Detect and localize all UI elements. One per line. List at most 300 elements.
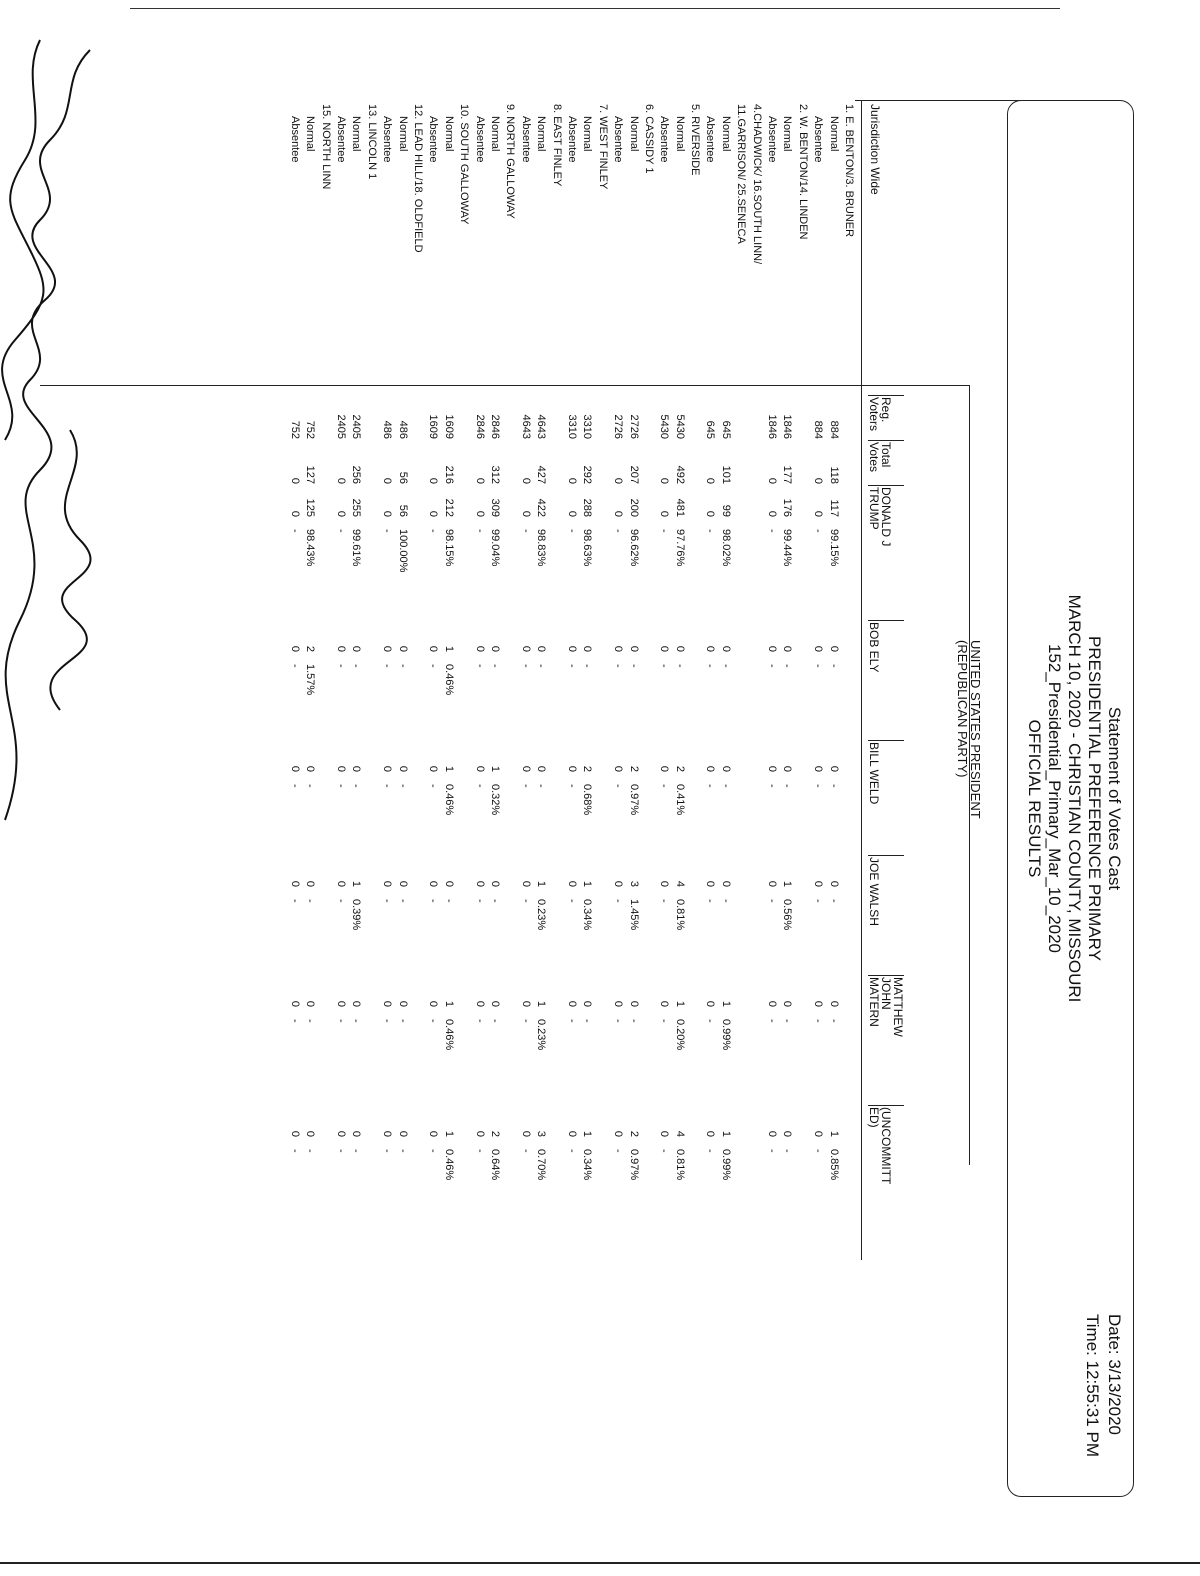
candidate-percent-cell: - <box>535 664 548 668</box>
candidate-percent-cell: - <box>335 664 348 668</box>
candidate-votes-cell: 0 <box>519 510 532 517</box>
report-header-box <box>1007 100 1134 1497</box>
total-votes-cell: 427 <box>535 465 548 484</box>
candidate-votes-cell: 0 <box>535 765 548 772</box>
candidate-votes-cell: 2 <box>673 765 686 772</box>
candidate-percent-cell: - <box>335 899 348 903</box>
candidate-votes-cell: 0 <box>335 880 348 887</box>
candidate-percent-cell: - <box>658 899 671 903</box>
candidate-percent-cell: - <box>658 529 671 533</box>
candidate-votes-cell: 0 <box>766 645 779 652</box>
candidate-votes-cell: 0 <box>781 765 794 772</box>
column-header-separator <box>868 440 904 441</box>
vote-type-label: Absentee <box>565 116 578 163</box>
candidate-votes-cell: 0 <box>304 1000 317 1007</box>
signature-stroke <box>2 40 43 440</box>
report-title-line: PRESIDENTIAL PREFERENCE PRIMARY <box>1085 636 1104 961</box>
candidate-votes-cell: 0 <box>704 645 717 652</box>
candidate-votes-cell: 255 <box>350 498 363 517</box>
candidate-votes-cell: 0 <box>658 510 671 517</box>
total-votes-cell: 118 <box>827 466 840 484</box>
candidate-votes-cell: 0 <box>335 765 348 772</box>
candidate-percent-cell: 99.15% <box>827 529 840 567</box>
candidate-percent-cell: - <box>473 1149 486 1153</box>
vote-type-label: Absentee <box>812 116 825 163</box>
reg-voters-cell: 1609 <box>442 414 455 439</box>
candidate-percent-cell: - <box>812 1019 825 1023</box>
header-divider <box>861 100 862 1260</box>
candidate-votes-cell: 0 <box>535 645 548 652</box>
table-row <box>779 0 794 1576</box>
candidate-votes-cell: 288 <box>581 498 594 517</box>
candidate-votes-cell: 0 <box>427 510 440 517</box>
candidate-votes-cell: 0 <box>288 1000 301 1007</box>
candidate-percent-cell: - <box>612 529 625 533</box>
candidate-percent-cell: 0.20% <box>673 1019 686 1051</box>
table-row <box>764 0 779 1576</box>
candidate-votes-cell: 0 <box>427 880 440 887</box>
reg-voters-cell: 486 <box>381 420 394 439</box>
candidate-percent-cell: - <box>565 1149 578 1153</box>
vote-type-label: Absentee <box>427 116 440 163</box>
candidate-percent-cell: - <box>442 899 455 903</box>
candidate-votes-cell: 0 <box>612 510 625 517</box>
precinct-row <box>748 0 763 1576</box>
candidate-votes-cell: 0 <box>812 510 825 517</box>
candidate-percent-cell: - <box>350 784 363 788</box>
candidate-percent-cell: - <box>658 664 671 668</box>
candidate-percent-cell: - <box>812 899 825 903</box>
candidate-percent-cell: - <box>427 1149 440 1153</box>
precinct-row <box>456 0 471 1576</box>
candidate-votes-cell: 0 <box>612 765 625 772</box>
precinct-row <box>841 0 856 1576</box>
candidate-votes-cell: 309 <box>489 498 502 517</box>
candidate-percent-cell: - <box>350 664 363 668</box>
vote-type-label: Normal <box>535 116 548 152</box>
precinct-name: 6. CASSIDY 1 <box>642 104 655 174</box>
candidate-percent-cell: - <box>565 1019 578 1023</box>
reg-voters-cell: 2726 <box>612 414 625 439</box>
candidate-percent-cell: - <box>350 1019 363 1023</box>
candidate-percent-cell: - <box>519 1149 532 1153</box>
candidate-percent-cell: - <box>612 784 625 788</box>
column-header-separator <box>868 485 904 486</box>
total-votes-cell: 177 <box>781 465 794 484</box>
candidate-votes-cell: 0 <box>781 1000 794 1007</box>
candidate-percent-cell: 98.83% <box>535 529 548 567</box>
reg-voters-cell: 3310 <box>581 414 594 439</box>
candidate-votes-cell: 0 <box>519 1130 532 1137</box>
candidate-votes-cell: 0 <box>288 510 301 517</box>
candidate-votes-cell: 0 <box>304 1130 317 1137</box>
candidate-votes-cell: 176 <box>781 498 794 517</box>
candidate-percent-cell: - <box>288 784 301 788</box>
candidate-percent-cell: - <box>704 899 717 903</box>
report-title-line: 152_Presidential_Primary_Mar_10_2020 <box>1045 643 1064 954</box>
candidate-percent-cell: 98.15% <box>442 529 455 567</box>
candidate-percent-cell: - <box>612 664 625 668</box>
column-header <box>868 1107 892 1184</box>
reg-voters-cell: 884 <box>827 420 840 439</box>
table-row <box>564 0 579 1576</box>
candidate-percent-cell: - <box>335 529 348 533</box>
candidate-votes-cell: 0 <box>519 765 532 772</box>
vote-type-label: Absentee <box>658 116 671 163</box>
candidate-votes-cell: 2 <box>304 645 317 652</box>
table-row <box>656 0 671 1576</box>
reg-voters-cell: 1846 <box>781 414 794 439</box>
candidate-votes-cell: 0 <box>288 1130 301 1137</box>
column-header-line: Total <box>879 442 893 468</box>
vote-type-label: Absentee <box>612 116 625 163</box>
candidate-percent-cell: - <box>781 1019 794 1023</box>
candidate-votes-cell: 0 <box>673 645 686 652</box>
candidate-votes-cell: 1 <box>442 765 455 772</box>
candidate-votes-cell: 1 <box>350 880 363 887</box>
candidate-percent-cell: - <box>396 784 409 788</box>
column-header-line: BILL WELD <box>867 742 881 805</box>
candidate-percent-cell: - <box>781 1149 794 1153</box>
candidate-votes-cell: 3 <box>627 880 640 887</box>
candidate-percent-cell: - <box>396 1149 409 1153</box>
candidate-votes-cell: 0 <box>381 510 394 517</box>
candidate-percent-cell: 0.97% <box>627 784 640 816</box>
vote-type-label: Normal <box>781 116 794 152</box>
total-votes-cell: 0 <box>565 477 578 484</box>
candidate-votes-cell: 0 <box>704 510 717 517</box>
precinct-name: 13. LINCOLN 1 <box>365 104 378 180</box>
candidate-votes-cell: 481 <box>673 498 686 517</box>
candidate-votes-cell: 0 <box>427 1130 440 1137</box>
candidate-percent-cell: 1.57% <box>304 664 317 696</box>
candidate-percent-cell: - <box>766 664 779 668</box>
candidate-percent-cell: - <box>627 1019 640 1023</box>
candidate-votes-cell: 200 <box>627 498 640 517</box>
reg-voters-cell: 645 <box>719 420 732 439</box>
candidate-votes-cell: 0 <box>658 1000 671 1007</box>
candidate-percent-cell: 1.45% <box>627 899 640 931</box>
candidate-percent-cell: 0.56% <box>781 899 794 931</box>
candidate-percent-cell: 0.70% <box>535 1149 548 1181</box>
candidate-percent-cell: - <box>304 899 317 903</box>
candidate-percent-cell: - <box>381 664 394 668</box>
candidate-votes-cell: 0 <box>489 1000 502 1007</box>
column-header-line: JOE WALSH <box>867 857 881 926</box>
table-row <box>625 0 640 1576</box>
candidate-votes-cell: 0 <box>627 645 640 652</box>
candidate-votes-cell: 0 <box>473 645 486 652</box>
total-votes-cell: 256 <box>350 465 363 484</box>
candidate-percent-cell: - <box>473 1019 486 1023</box>
candidate-votes-cell: 0 <box>812 645 825 652</box>
reg-voters-cell: 884 <box>812 420 825 439</box>
candidate-votes-cell: 0 <box>704 1000 717 1007</box>
candidate-percent-cell: - <box>812 664 825 668</box>
candidate-percent-cell: - <box>288 664 301 668</box>
precinct-name: 1. E. BENTON/3. BRUNER <box>843 104 855 238</box>
candidate-votes-cell: 0 <box>827 1000 840 1007</box>
candidate-percent-cell: - <box>565 529 578 533</box>
vote-type-label: Normal <box>350 116 363 152</box>
candidate-votes-cell: 1 <box>827 1130 840 1137</box>
candidate-percent-cell: 99.61% <box>350 529 363 567</box>
column-header-separator <box>868 620 904 621</box>
race-title-rule <box>969 385 970 1165</box>
signature-stroke <box>50 430 90 710</box>
candidate-votes-cell: 0 <box>766 880 779 887</box>
candidate-percent-cell: - <box>335 1019 348 1023</box>
candidate-percent-cell: - <box>658 1019 671 1023</box>
vote-type-label: Absentee <box>766 116 779 163</box>
candidate-percent-cell: - <box>381 784 394 788</box>
reg-voters-cell: 486 <box>396 420 409 439</box>
candidate-percent-cell: 0.34% <box>581 1149 594 1181</box>
candidate-votes-cell: 0 <box>581 1000 594 1007</box>
total-votes-cell: 56 <box>396 471 409 484</box>
candidate-percent-cell: - <box>519 664 532 668</box>
candidate-percent-cell: - <box>719 899 732 903</box>
candidate-percent-cell: 0.46% <box>442 1019 455 1051</box>
total-votes-cell: 492 <box>673 465 686 484</box>
candidate-votes-cell: 0 <box>335 1000 348 1007</box>
vote-type-label: Absentee <box>519 116 532 163</box>
candidate-votes-cell: 1 <box>581 880 594 887</box>
table-row <box>440 0 455 1576</box>
candidate-votes-cell: 0 <box>766 765 779 772</box>
total-votes-cell: 292 <box>581 465 594 484</box>
total-votes-cell: 0 <box>427 477 440 484</box>
candidate-votes-cell: 0 <box>612 880 625 887</box>
candidate-votes-cell: 0 <box>565 1000 578 1007</box>
candidate-votes-cell: 0 <box>396 1130 409 1137</box>
precinct-row <box>410 0 425 1576</box>
column-header-line: MATTHEW <box>891 977 905 1037</box>
column-header <box>868 742 880 804</box>
column-header-line: Reg. <box>879 397 893 423</box>
report-title-line: Statement of Votes Cast <box>1105 706 1124 891</box>
total-votes-cell: 0 <box>612 477 625 484</box>
reg-voters-cell: 5430 <box>673 414 686 439</box>
candidate-percent-cell: - <box>812 1149 825 1153</box>
candidate-votes-cell: 422 <box>535 498 548 517</box>
candidate-votes-cell: 2 <box>489 1130 502 1137</box>
candidate-votes-cell: 0 <box>781 645 794 652</box>
table-row <box>810 0 825 1576</box>
candidate-votes-cell: 125 <box>304 498 317 517</box>
candidate-percent-cell: - <box>489 1019 502 1023</box>
candidate-votes-cell: 0 <box>427 765 440 772</box>
precinct-row <box>641 0 656 1576</box>
candidate-percent-cell: - <box>704 1149 717 1153</box>
candidate-percent-cell: - <box>766 529 779 533</box>
table-row <box>825 0 840 1576</box>
candidate-votes-cell: 0 <box>766 1130 779 1137</box>
candidate-votes-cell: 0 <box>612 1000 625 1007</box>
candidate-percent-cell: - <box>627 664 640 668</box>
candidate-percent-cell: - <box>565 664 578 668</box>
reg-voters-cell: 2846 <box>489 414 502 439</box>
reg-voters-cell: 5430 <box>658 414 671 439</box>
candidate-votes-cell: 0 <box>766 1000 779 1007</box>
candidate-percent-cell: 0.34% <box>581 899 594 931</box>
candidate-percent-cell: - <box>427 899 440 903</box>
precinct-row <box>364 0 379 1576</box>
vote-type-label: Absentee <box>473 116 486 163</box>
candidate-votes-cell: 1 <box>673 1000 686 1007</box>
candidate-votes-cell: 0 <box>381 645 394 652</box>
candidate-votes-cell: 0 <box>704 1130 717 1137</box>
candidate-votes-cell: 0 <box>812 765 825 772</box>
total-votes-cell: 0 <box>704 477 717 484</box>
vote-type-label: Normal <box>719 116 732 152</box>
precinct-row <box>317 0 332 1576</box>
candidate-votes-cell: 0 <box>335 645 348 652</box>
column-header <box>868 857 880 926</box>
candidate-percent-cell: - <box>335 784 348 788</box>
candidate-votes-cell: 0 <box>396 880 409 887</box>
candidate-votes-cell: 2 <box>581 765 594 772</box>
candidate-votes-cell: 0 <box>812 880 825 887</box>
candidate-votes-cell: 0 <box>581 645 594 652</box>
candidate-votes-cell: 0 <box>442 880 455 887</box>
precinct-name: 9. NORTH GALLOWAY <box>504 104 517 219</box>
column-header-separator <box>868 740 904 741</box>
candidate-percent-cell: 0.46% <box>442 1149 455 1181</box>
candidate-percent-cell: 98.63% <box>581 529 594 567</box>
candidate-percent-cell: - <box>473 664 486 668</box>
table-row <box>302 0 317 1576</box>
candidate-percent-cell: - <box>396 899 409 903</box>
candidate-percent-cell: - <box>812 784 825 788</box>
column-header-line: BOB ELY <box>867 622 881 673</box>
candidate-percent-cell: 96.62% <box>627 529 640 567</box>
candidate-votes-cell: 0 <box>565 880 578 887</box>
column-header <box>868 622 880 672</box>
candidate-votes-cell: 0 <box>812 1000 825 1007</box>
table-row <box>471 0 486 1576</box>
candidate-percent-cell: - <box>612 1019 625 1023</box>
candidate-percent-cell: - <box>827 1019 840 1023</box>
reg-voters-cell: 2726 <box>627 414 640 439</box>
total-votes-cell: 0 <box>812 477 825 484</box>
candidate-percent-cell: - <box>335 1149 348 1153</box>
precinct-row <box>733 0 748 1576</box>
results-table <box>287 0 856 1576</box>
table-row <box>517 0 532 1576</box>
signature-stroke <box>5 50 90 820</box>
race-party: (REPUBLICAN PARTY) <box>955 640 970 778</box>
candidate-percent-cell: - <box>827 664 840 668</box>
candidate-percent-cell: 100.00% <box>396 529 409 573</box>
vote-type-label: Absentee <box>381 116 394 163</box>
candidate-percent-cell: - <box>704 529 717 533</box>
vote-type-label: Normal <box>304 116 317 152</box>
candidate-votes-cell: 1 <box>581 1130 594 1137</box>
candidate-votes-cell: 0 <box>473 1130 486 1137</box>
candidate-percent-cell: - <box>704 664 717 668</box>
vote-type-label: Normal <box>489 116 502 152</box>
reg-voters-cell: 4643 <box>519 414 532 439</box>
candidate-votes-cell: 0 <box>519 645 532 652</box>
candidate-votes-cell: 0 <box>381 880 394 887</box>
candidate-percent-cell: 98.02% <box>719 529 732 567</box>
candidate-percent-cell: 0.41% <box>673 784 686 816</box>
candidate-votes-cell: 0 <box>350 765 363 772</box>
candidate-percent-cell: 0.23% <box>535 1019 548 1051</box>
table-row <box>610 0 625 1576</box>
candidate-votes-cell: 0 <box>288 880 301 887</box>
candidate-percent-cell: 0.81% <box>673 899 686 931</box>
candidate-percent-cell: 97.76% <box>673 529 686 567</box>
candidate-percent-cell: - <box>719 784 732 788</box>
candidate-percent-cell: - <box>612 899 625 903</box>
candidate-votes-cell: 0 <box>427 645 440 652</box>
candidate-votes-cell: 0 <box>288 765 301 772</box>
candidate-percent-cell: - <box>519 899 532 903</box>
precinct-name: 8. EAST FINLEY <box>550 104 563 187</box>
candidate-percent-cell: - <box>719 664 732 668</box>
candidate-percent-cell: - <box>812 529 825 533</box>
candidate-votes-cell: 0 <box>350 645 363 652</box>
candidate-votes-cell: 212 <box>442 498 455 517</box>
candidate-votes-cell: 0 <box>396 1000 409 1007</box>
candidate-votes-cell: 0 <box>350 1000 363 1007</box>
precinct-name: 11.GARRISON/ 25.SENECA <box>735 104 748 244</box>
candidate-percent-cell: - <box>581 664 594 668</box>
precinct-name: 7. WEST FINLEY <box>596 104 609 190</box>
candidate-percent-cell: - <box>381 1149 394 1153</box>
candidate-percent-cell: 98.43% <box>304 529 317 567</box>
candidate-percent-cell: - <box>288 529 301 533</box>
candidate-percent-cell: 0.64% <box>489 1149 502 1181</box>
candidate-votes-cell: 0 <box>335 1130 348 1137</box>
report-title-line: OFFICIAL RESULTS <box>1025 719 1044 878</box>
candidate-votes-cell: 0 <box>396 765 409 772</box>
table-row <box>379 0 394 1576</box>
candidate-percent-cell: - <box>766 1149 779 1153</box>
total-votes-cell: 0 <box>766 477 779 484</box>
candidate-votes-cell: 0 <box>812 1130 825 1137</box>
total-votes-cell: 127 <box>304 465 317 484</box>
candidate-votes-cell: 2 <box>627 1130 640 1137</box>
candidate-percent-cell: 0.46% <box>442 784 455 816</box>
total-votes-cell: 0 <box>658 477 671 484</box>
table-row <box>425 0 440 1576</box>
candidate-percent-cell: - <box>304 1019 317 1023</box>
candidate-percent-cell: - <box>473 784 486 788</box>
candidate-votes-cell: 1 <box>535 1000 548 1007</box>
candidate-votes-cell: 0 <box>565 765 578 772</box>
total-votes-cell: 0 <box>381 477 394 484</box>
precinct-name: 5. RIVERSIDE <box>689 104 702 176</box>
candidate-votes-cell: 0 <box>719 880 732 887</box>
candidate-percent-cell: - <box>519 1019 532 1023</box>
candidate-votes-cell: 0 <box>658 1130 671 1137</box>
candidate-votes-cell: 0 <box>719 645 732 652</box>
candidate-votes-cell: 0 <box>519 1000 532 1007</box>
report-date: Date: 3/13/2020 <box>1105 1314 1124 1435</box>
table-row <box>579 0 594 1576</box>
candidate-percent-cell: - <box>658 784 671 788</box>
candidate-percent-cell: - <box>612 1149 625 1153</box>
column-header-separator <box>868 855 904 856</box>
candidate-votes-cell: 0 <box>473 880 486 887</box>
candidate-percent-cell: - <box>381 529 394 533</box>
candidate-percent-cell: - <box>658 1149 671 1153</box>
candidate-percent-cell: - <box>427 529 440 533</box>
candidate-votes-cell: 0 <box>335 510 348 517</box>
